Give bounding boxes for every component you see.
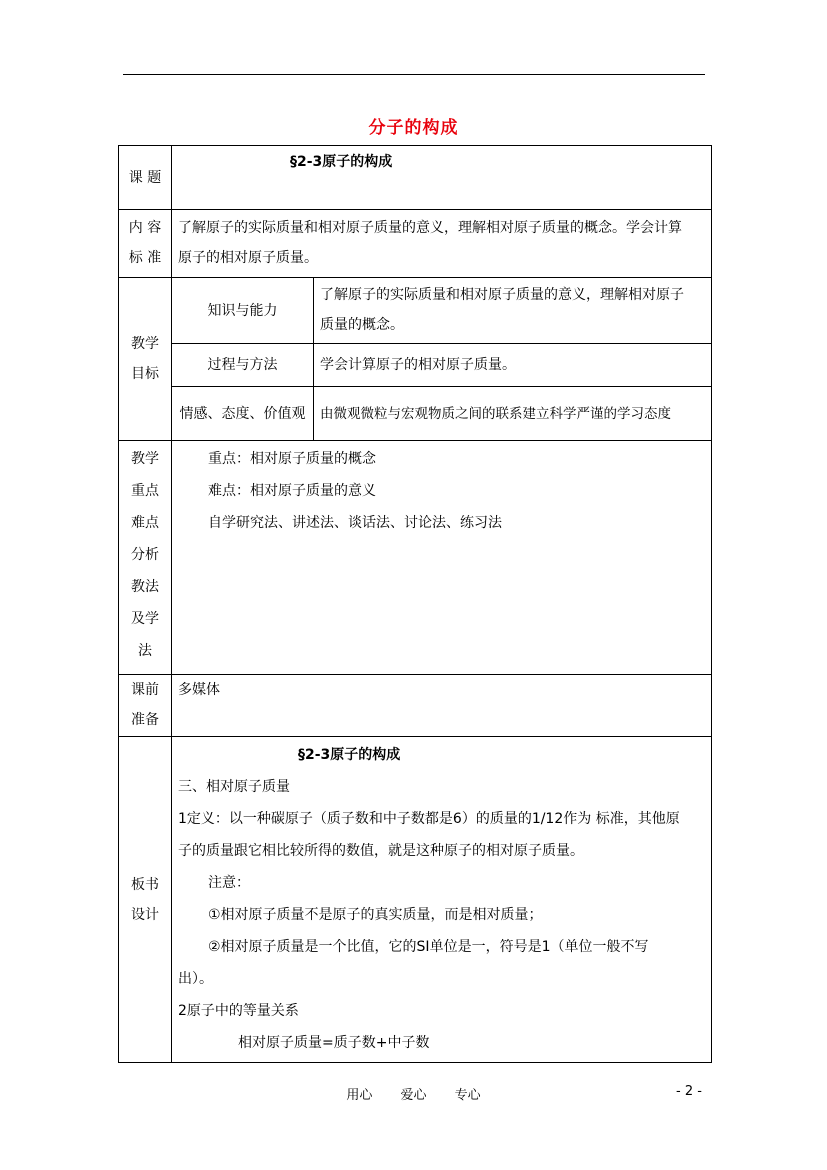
board-value: §2-3原子的构成 三、相对原子质量 1定义：以一种碳原子（质子数和中子数都是6）的质量的1/12作为 标准，其他原 子的质量跟它相比较所得的数值，就是这种原子的相对原子质量。 注意： ①相对原子质量不是原子的真实质量，而是相对质量； ②相对原子质量是一个比值，它的SI单位是一，符号是1（单位一般不写 出）。 2原子中的等量关系 相对原子质量=质子数+中子数 bbox=[172, 737, 712, 1063]
standard-value: 了解原子的实际质量和相对原子质量的意义，理解相对原子质量的概念。学会计算 原子的相对原子质量。 bbox=[172, 210, 712, 278]
goal-name-process: 过程与方法 bbox=[172, 344, 314, 387]
label-goals: 教学 目标 bbox=[119, 278, 172, 441]
label-prep: 课前 准备 bbox=[119, 675, 172, 737]
row-topic bbox=[119, 146, 712, 210]
row-analysis bbox=[119, 441, 712, 675]
row-standard bbox=[119, 210, 712, 278]
row-prep bbox=[119, 675, 712, 737]
footer-motto: 用心 爱心 专心 bbox=[346, 1088, 481, 1103]
label-standard: 内 容 标 准 bbox=[119, 210, 172, 278]
topic-value: §2-3原子的构成 bbox=[172, 146, 712, 210]
header-rule bbox=[123, 74, 705, 75]
prep-value: 多媒体 bbox=[172, 675, 712, 737]
label-analysis: 教学 重点 难点 分析 教法 及学 法 bbox=[119, 441, 172, 675]
goal-value-process: 学会计算原子的相对原子质量。 bbox=[314, 344, 712, 387]
row-goal-attitude bbox=[119, 387, 712, 441]
goal-value-attitude: 由微观微粒与宏观物质之间的联系建立科学严谨的学习态度 bbox=[314, 387, 712, 441]
document-title: 分子的构成 bbox=[368, 118, 459, 138]
lesson-plan-table bbox=[118, 145, 712, 1063]
label-topic: 课 题 bbox=[119, 146, 172, 210]
page-number: - 2 - bbox=[676, 1084, 702, 1099]
analysis-value: 重点：相对原子质量的概念 难点：相对原子质量的意义 自学研究法、讲述法、谈话法、讨论法、练习法 bbox=[172, 441, 712, 675]
row-board bbox=[119, 737, 712, 1063]
row-goal-process bbox=[119, 344, 712, 387]
goal-value-knowledge: 了解原子的实际质量和相对原子质量的意义，理解相对原子 质量的概念。 bbox=[314, 278, 712, 344]
goal-name-attitude: 情感、态度、价值观 bbox=[172, 387, 314, 441]
row-goal-knowledge bbox=[119, 278, 712, 344]
goal-name-knowledge: 知识与能力 bbox=[172, 278, 314, 344]
label-board: 板书 设计 bbox=[119, 737, 172, 1063]
